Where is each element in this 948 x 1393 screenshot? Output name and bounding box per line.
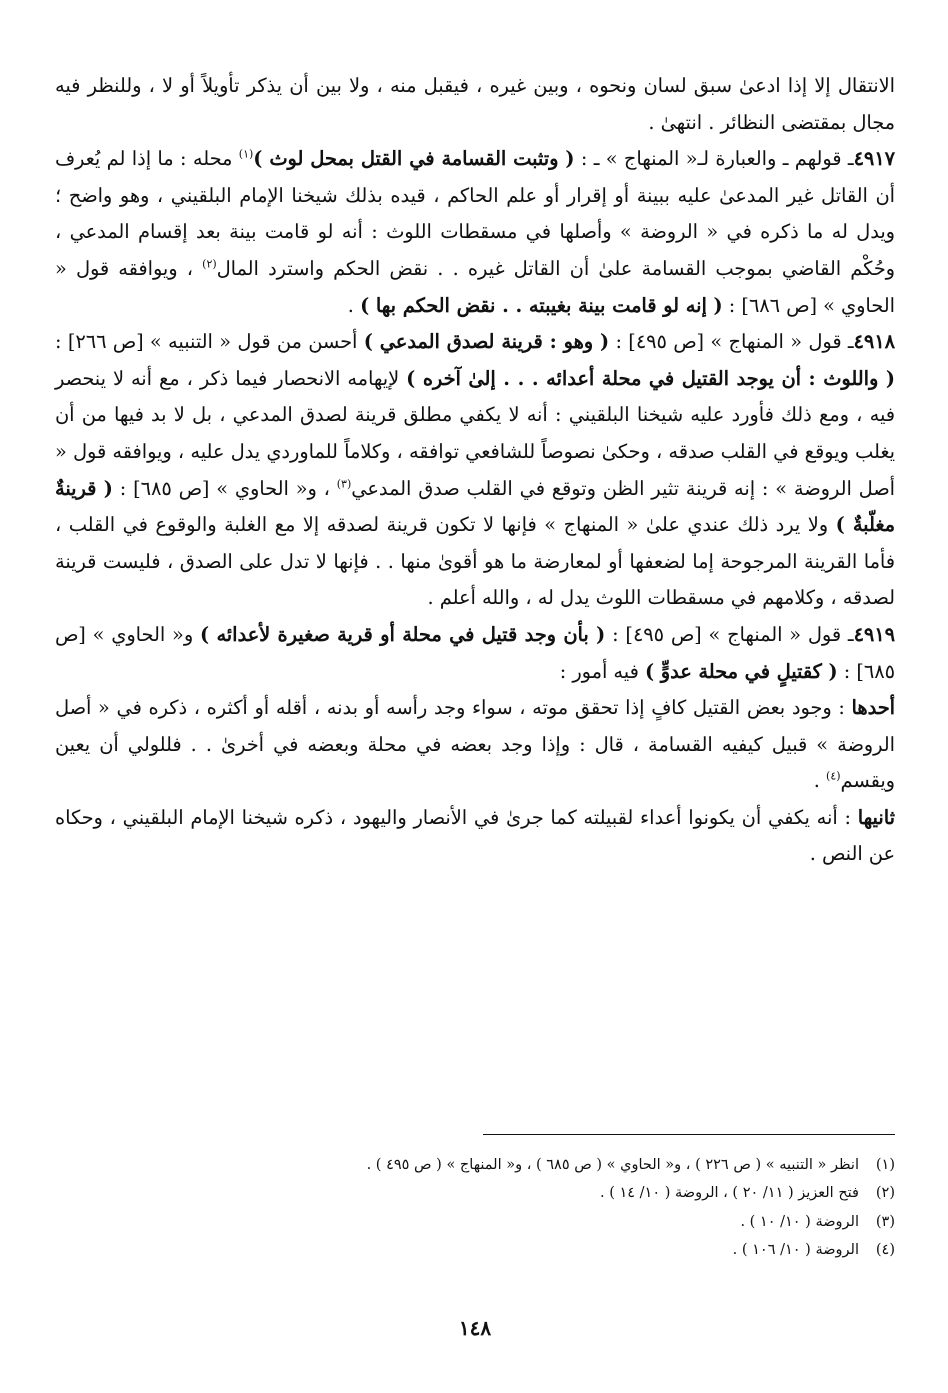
footnote-text: انظر « التنبيه » ( ص ٢٢٦ ) ، و« الحاوي » ( ص ٦٨٥ ) ، و« المنهاج » ( ص ٤٩٥ ) . xyxy=(366,1157,859,1173)
text-run: ـ قول « المنهاج » [ص ٤٩٥] : xyxy=(609,330,854,354)
footnote-ref: (١) xyxy=(238,147,254,161)
quoted-text: ( كقتيلٍ في محلة عدوٍّ ) xyxy=(644,659,838,683)
text-run: ، ويوافقه قول « الحاوي » [ص ٦٨٦] : xyxy=(55,256,895,317)
quoted-text: ( قرينةٌ مغلّبةٌ ) xyxy=(55,476,895,537)
quoted-text: ( وهو : قرينة لصدق المدعي ) xyxy=(363,330,610,354)
text-run: ، و« الحاوي » [ص ٦٨٥] : xyxy=(112,476,337,500)
quoted-text: ( واللوث : أن يوجد القتيل في محلة أعدائه . . . إلىٰ آخره ) xyxy=(406,366,895,390)
footnotes xyxy=(55,1151,895,1265)
footnote-text: الروضة ( ١٠/ ١٠ ) . xyxy=(740,1213,859,1230)
footnote-ref: (٣) xyxy=(336,477,352,491)
footnote xyxy=(55,1208,895,1236)
quoted-text: أحدها xyxy=(851,696,895,720)
footnote xyxy=(55,1179,895,1207)
quoted-text: ( إنه لو قامت بينة بغيبته . . نقض الحكم بها ) xyxy=(360,293,723,317)
footnote-ref: (٤) xyxy=(826,769,841,783)
quoted-text: ( وتثبت القسامة في القتل بمحل لوث ) xyxy=(253,147,575,171)
quoted-text: ثانيها xyxy=(857,805,895,829)
paragraph-4918 xyxy=(55,324,895,617)
footnote-number: (٤) xyxy=(875,1242,895,1259)
body-text xyxy=(55,68,895,873)
paragraph-4919 xyxy=(55,617,895,690)
paragraph-second-point xyxy=(55,800,895,873)
footnote-number: (٢) xyxy=(875,1185,895,1202)
footnote-text: فتح العزيز ( ١١/ ٢٠ ) ، الروضة ( ١٠/ ١٤ ) . xyxy=(599,1185,859,1202)
item-number: ٤٩١٧ xyxy=(853,147,895,171)
text-run: : وجود بعض القتيل كافٍ إذا تحقق موته ، سواء وجد رأسه أو بدنه ، أقله أو أكثره ، ذكره في « أصل الروضة » قبيل كيفيه القسامة ، قال : وإذا وجد بعضه في محلة وبعضه في أخرىٰ . . فللولي أن يعين ويقسم xyxy=(55,696,895,793)
page-number: ١٤٨ xyxy=(458,1316,492,1340)
text-run: ـ قول « المنهاج » [ص ٤٩٥] : xyxy=(605,622,854,646)
footnote-number: (١) xyxy=(875,1157,895,1173)
text-run: و« الحاوي » [ص ٦٨٥] : xyxy=(55,622,895,683)
text-run: لإيهامه الانحصار فيما ذكر ، مع أنه لا ينحصر فيه ، ومع ذلك فأورد عليه شيخنا البلقيني : أنه لا يكفي مطلق قرينة لصدق المدعي ، بل لا بد فيها من أن يغلب ويوقع في القلب صدقه ، وحكىٰ نصوصاً للشافعي توافقه ، وكلاماً للماوردي يدل عليه ، ويوافقه قول « أصل الروضة » : إنه قرينة تثير الظن وتوقع في القلب صدق المدعي xyxy=(55,366,895,500)
item-number: ٤٩١٩ xyxy=(853,622,896,646)
quoted-text: ( بأن وجد قتيل في محلة أو قرية صغيرة لأعدائه ) xyxy=(199,622,606,646)
text-run: محله : ما إذا لم يُعرف أن القاتل غير المدعىٰ عليه ببينة أو إقرار أو علم الحاكم ، قيده بذلك شيخنا الإمام البلقيني ، وهو واضح ؛ ويدل له ما ذكره في « الروضة » وأصلها في مسقطات اللوث : أنه لو قامت بينة بعد إقسام المدعي ، وحُكْم القاضي بموجب القسامة علىٰ أن القاتل غيره . . نقض الحكم واسترد المال xyxy=(55,147,895,280)
paragraph-4917 xyxy=(55,141,895,324)
text-run: . xyxy=(347,293,361,317)
paragraph-continuation xyxy=(55,68,895,141)
item-number: ٤٩١٨ xyxy=(853,330,895,354)
text-run: ولا يرد ذلك عندي علىٰ « المنهاج » فإنها لا تكون قرينة لصدقه إلا مع الغلبة والوقوع في القلب ، فأما القرينة المرجوحة إما لضعفها أو لمعارضة ما هو أقوىٰ منها . . فإنها لا تدل على الصدق ، فليست قرينة لصدقه ، وكلامهم في مسقطات اللوث يدل له ، والله أعلم . xyxy=(55,513,895,610)
footnote-ref: (٢) xyxy=(202,257,217,271)
text-run: : أنه يكفي أن يكونوا أعداء لقبيلته كما جرىٰ في الأنصار واليهود ، ذكره شيخنا الإمام البلقيني ، وحكاه عن النص . xyxy=(55,805,895,866)
footnote xyxy=(55,1151,895,1179)
footnote-number: (٣) xyxy=(875,1213,895,1230)
page xyxy=(55,68,895,1378)
text-run: ـ قولهم ـ والعبارة لـ« المنهاج » ـ : xyxy=(574,147,854,171)
text-run: الانتقال إلا إذا ادعىٰ سبق لسان ونحوه ، وبين غيره ، فيقبل منه ، ولا بين أن يذكر تأويلاً أو لا ، وللنظر فيه مجال بمقتضى النظائر . انتهىٰ . xyxy=(55,74,895,134)
text-run: أحسن من قول « التنبيه » [ص ٢٦٦] : xyxy=(55,330,364,354)
text-run: فيه أمور : xyxy=(559,659,645,683)
paragraph-first-point xyxy=(55,690,895,800)
footnote xyxy=(55,1236,895,1264)
footnote-separator xyxy=(483,1134,895,1135)
text-run: . xyxy=(813,769,827,793)
footnote-text: الروضة ( ١٠/ ١٠٦ ) . xyxy=(732,1242,859,1259)
